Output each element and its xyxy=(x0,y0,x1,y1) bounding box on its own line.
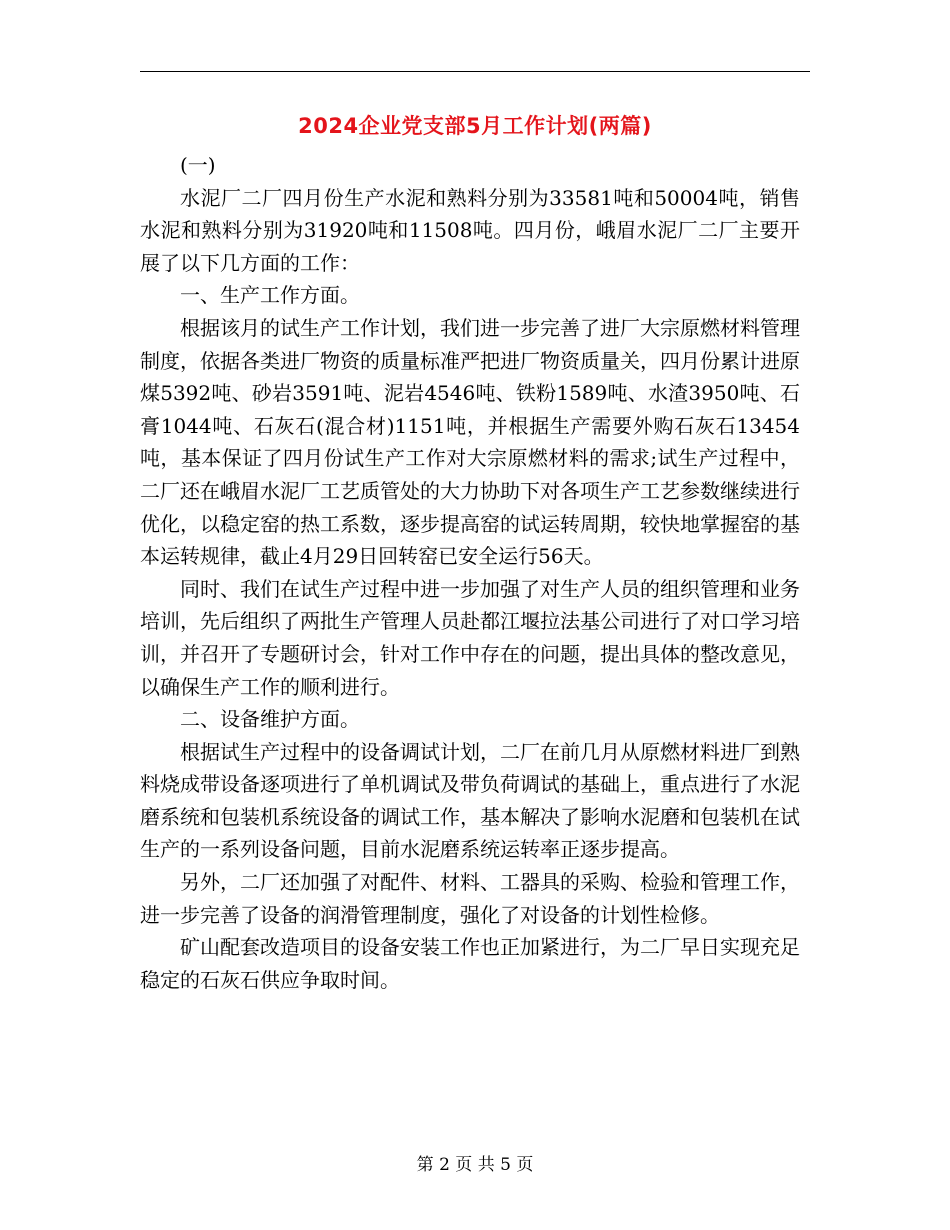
paragraph-section-number: (一) xyxy=(180,153,216,177)
header-rule xyxy=(140,71,810,72)
heading-equipment: 二、设备维护方面。 xyxy=(180,707,360,732)
paragraph-procurement: 另外，二厂还加强了对配件、材料、工器具的采购、检验和管理工作，进一步完善了设备的润滑管理制度，强化了对设备的计划性检修。 xyxy=(140,870,800,927)
paragraph-intro: 水泥厂二厂四月份生产水泥和熟料分别为33581吨和50004吨，销售水泥和熟料分别为31920吨和11508吨。四月份，峨眉水泥厂二厂主要开展了以下几方面的工作： xyxy=(140,185,800,275)
document-body xyxy=(140,149,800,996)
paragraph-mine-project: 矿山配套改造项目的设备安装工作也正加紧进行，为二厂早日实现充足稳定的石灰石供应争取时间。 xyxy=(140,935,800,992)
document-title: 2024企业党支部5月工作计划(两篇) xyxy=(298,114,652,138)
paragraph-equipment-debug: 根据试生产过程中的设备调试计划，二厂在前几月从原燃材料进厂到熟料烧成带设备逐项进行了单机调试及带负荷调试的基础上，重点进行了水泥磨系统和包装机系统设备的调试工作，基本解决了影响水泥磨和包装机在试生产的一系列设备问题，目前水泥磨系统运转率正逐步提高。 xyxy=(140,739,800,862)
heading-production: 一、生产工作方面。 xyxy=(180,283,360,308)
paragraph-training: 同时、我们在试生产过程中进一步加强了对生产人员的组织管理和业务培训，先后组织了两批生产管理人员赴都江堰拉法基公司进行了对口学习培训，并召开了专题研讨会，针对工作中存在的问题，提出具体的整改意见，以确保生产工作的顺利进行。 xyxy=(140,576,800,699)
page-footer xyxy=(0,1153,950,1177)
paragraph-production-plan: 根据该月的试生产工作计划，我们进一步完善了进厂大宗原燃材料管理制度，依据各类进厂物资的质量标准严把进厂物资质量关，四月份累计进原煤5392吨、砂岩3591吨、泥岩4546吨、铁粉1589吨、水渣3950吨、石膏1044吨、石灰石(混合材)1151吨，并根据生产需要外购石灰石13454吨，基本保证了四月份试生产工作对大宗原燃材料的需求;试生产过程中，二厂还在峨眉水泥厂工艺质管处的大力协助下对各项生产工艺参数继续进行优化，以稳定窑的热工系数，逐步提高窑的试运转周期，较快地掌握窑的基本运转规律，截止4月29日回转窑已安全运行56天。 xyxy=(140,315,800,569)
page-number: 第 2 页 共 5 页 xyxy=(416,1155,534,1175)
